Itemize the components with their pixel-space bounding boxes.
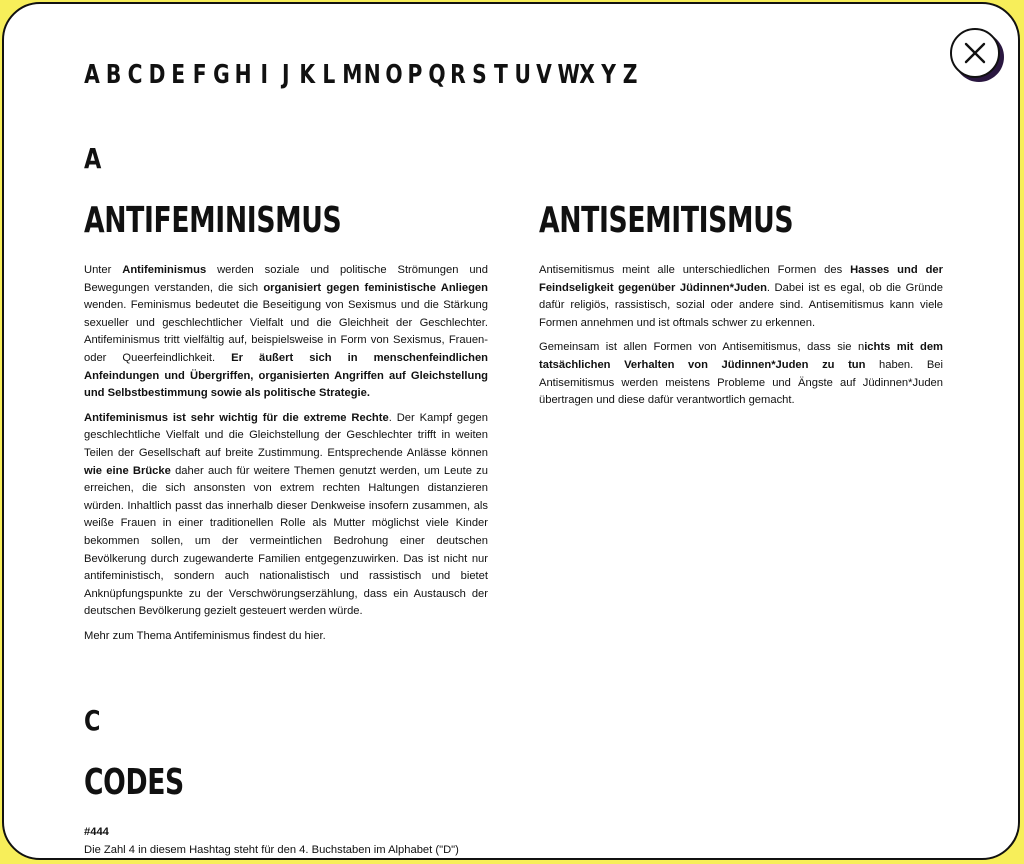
alphabet-link-d[interactable]: D bbox=[148, 60, 166, 90]
definition-antisemitismus bbox=[539, 262, 943, 417]
alphabet-link-i[interactable]: I bbox=[260, 60, 268, 90]
term-title-antifeminismus: ANTIFEMINISMUS bbox=[84, 200, 342, 241]
close-x-icon bbox=[963, 41, 987, 65]
definition-antifeminismus bbox=[84, 262, 488, 652]
antisemitismus-paragraph-2: Gemeinsam ist allen Formen von Antisemitismus, dass sie nichts mit dem tatsächlichen Verhalten von Jüdinnen*Juden zu tun haben. Bei Antisemitismus werden meistens Probleme und Ängste auf Jüdinnen*Juden übertragen und diese dafür verantwortlich gemacht. bbox=[539, 341, 944, 407]
alphabet-link-g[interactable]: G bbox=[213, 60, 230, 90]
alphabet-link-w[interactable]: W bbox=[557, 60, 580, 90]
alphabet-link-z[interactable]: Z bbox=[622, 60, 638, 90]
alphabet-link-y[interactable]: Y bbox=[601, 60, 616, 90]
alphabet-link-h[interactable]: H bbox=[234, 60, 252, 90]
alphabet-link-a[interactable]: A bbox=[84, 60, 100, 90]
close-button[interactable] bbox=[950, 28, 1000, 78]
section-heading-c: C bbox=[84, 704, 101, 737]
alphabet-link-l[interactable]: L bbox=[322, 60, 336, 90]
term-title-antisemitismus: ANTISEMITISMUS bbox=[539, 200, 794, 241]
alphabet-link-c[interactable]: C bbox=[127, 60, 143, 90]
alphabet-link-p[interactable]: P bbox=[407, 60, 423, 90]
alphabet-link-u[interactable]: U bbox=[514, 60, 531, 90]
alphabet-link-e[interactable]: E bbox=[171, 60, 186, 90]
alphabet-link-o[interactable]: O bbox=[385, 60, 403, 90]
alphabet-link-j[interactable]: J bbox=[281, 60, 290, 90]
alphabet-link-m[interactable]: M bbox=[342, 60, 363, 90]
term-title-codes: CODES bbox=[84, 762, 184, 803]
alphabet-link-s[interactable]: S bbox=[472, 60, 487, 90]
antisemitismus-paragraph-1: Antisemitismus meint alle unterschiedlichen Formen des Hasses und der Feindseligkeit gegenüber Jüdinnen*Juden. Dabei ist es egal, ob die Gründe dafür religiös, rassistisch, sozial oder andere sind. Antisemitismus kann viele Formen annehmen und ist oftmals schwer zu erkennen. bbox=[539, 264, 943, 329]
alphabet-link-q[interactable]: Q bbox=[428, 60, 446, 90]
codes-subheading: #444 bbox=[84, 826, 109, 838]
glossary-modal bbox=[2, 2, 1020, 860]
alphabet-link-x[interactable]: X bbox=[579, 60, 595, 90]
alphabet-link-v[interactable]: V bbox=[536, 60, 552, 90]
alphabet-link-n[interactable]: N bbox=[363, 60, 381, 90]
alphabet-nav bbox=[84, 60, 638, 90]
alphabet-link-f[interactable]: F bbox=[192, 60, 207, 90]
alphabet-link-r[interactable]: R bbox=[450, 60, 466, 90]
alphabet-link-b[interactable]: B bbox=[105, 60, 122, 90]
alphabet-link-k[interactable]: K bbox=[299, 60, 316, 90]
antifeminismus-paragraph-1: Unter Antifeminismus werden soziale und politische Strömungen und Bewegungen verstanden, die sich organisiert gegen feministische Anliegen wenden. Feminismus bedeutet die Beseitigung von Sexismus und die Stärkung sexueller und geschlechtlicher Vielfalt und die Gleichheit der Geschlechter. Antifeminismus tritt vielfältig auf, beispielsweise in Form von Sexismus, Frauen- oder Queerfeindlichkeit. Er äußert sich in menschenfeindlichen Anfeindungen und Übergriffen, organisierten Angriffen auf Gleichstellung und Selbstbestimmung sowie als politische Strategie. bbox=[84, 264, 489, 400]
alphabet-link-t[interactable]: T bbox=[494, 60, 508, 90]
section-heading-a: A bbox=[84, 142, 102, 175]
antifeminismus-more-link[interactable]: Mehr zum Thema Antifeminismus findest du hier. bbox=[84, 629, 326, 642]
antifeminismus-paragraph-2: Antifeminismus ist sehr wichtig für die extreme Rechte. Der Kampf gegen geschlechtliche Vielfalt und die Gleichstellung der Geschlechter trifft in weiten Teilen der Gesellschaft auf breite Zustimmung. Entsprechende Anlässe können wie eine Brücke daher auch für weitere Themen genutzt werden, um Leute zu erreichen, die sich ansonsten von extrem rechten Haltungen distanzieren würden. Inhaltlich passt das innerhalb dieser Denkweise insofern zusammen, als weiße Frauen in einer traditionellen Rolle als Mutter möglichst viele Kinder bekommen sollen, um der vermeintlichen Bedrohung einer deutschen Bevölkerung durch zugewanderte Familien entgegenzuwirken. Das ist nicht nur antifeministisch, sondern auch nationalistisch und rassistisch und bietet Anknüpfungspunkte zu der Verschwörungserzählung, dass ein Austausch der deutschen Bevölkerung gezielt gesteuert werden würde. bbox=[84, 411, 488, 618]
codes-paragraph-1: Die Zahl 4 in diesem Hashtag steht für den 4. Buchstaben im Alphabet ("D") bbox=[84, 843, 459, 856]
definition-codes bbox=[84, 824, 488, 859]
